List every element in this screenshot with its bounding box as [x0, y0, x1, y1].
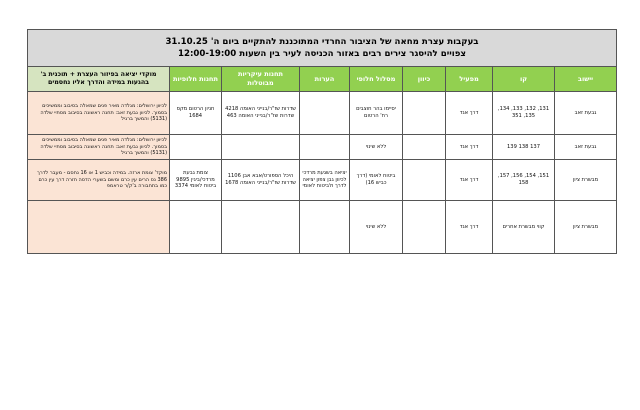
- table-row: [28, 135, 617, 160]
- cell-heara: [300, 135, 350, 160]
- cell-chalufiyot: [170, 201, 222, 254]
- cell-mevutalot: היכל הספורט/אבא אבן 1106 שדרות שז"ר/בנייני האומה 1678: [222, 160, 300, 201]
- cell-yishuv: מבשרת ציון: [555, 160, 617, 201]
- cell-moked: לכיוון ירושלים: מגלדה מאיר פנים שמאלה בסיבוב וממשיכים בסמוך. לכיוון גבעת זאב: תחנה ראשונה בסיבוב מסתיי שלדה (5131) והמשך ברגיל: [28, 92, 170, 135]
- cell-chalufiyot: צומת גבעת מרדכי/ביגין 9895 ביטוח לאומי 3374: [170, 160, 222, 201]
- cell-mafil: דרך אגד: [446, 160, 493, 201]
- cell-mafil: דרך אגד: [446, 92, 493, 135]
- cell-mevutalot: שדרות שז"ר/בנייני האומה 4218 שדרות שז"ר/בנייני האומה 463: [222, 92, 300, 135]
- cell-kav: 137 138 139: [493, 135, 555, 160]
- cell-kivun: [403, 160, 446, 201]
- cell-mevutalot: [222, 135, 300, 160]
- cell-mafil: דרך אגד: [446, 201, 493, 254]
- cell-chalufiyot: חניון הרטום מקס 1684: [170, 92, 222, 135]
- cell-chalufiyot: [170, 135, 222, 160]
- cell-moked: מוקד' צומת ארזה. במידה וכביש 1 או 16 נחסם - מעבר לדרך 386 נס הרים עין כרם ומשם בשערי הדסה חזרה דרך עין כרם כמו בתחבורה ב'ק/ר טראמפ: [28, 160, 170, 201]
- cell-yishuv: גבעת זאב: [555, 92, 617, 135]
- cell-maslul: ביטוח לאומי (דרך כביש 16): [350, 160, 403, 201]
- header-yishuv: יישוב: [555, 67, 617, 92]
- cell-kivun: [403, 135, 446, 160]
- cell-yishuv: מבשרת ציון: [555, 201, 617, 254]
- table-row: [28, 92, 617, 135]
- header-chalufiyot: תחנות חלופיות: [170, 67, 222, 92]
- header-kav: קו: [493, 67, 555, 92]
- route-changes-table: [27, 29, 617, 254]
- cell-heara: יציאה בשגעת מרדכי לכיוון גבן צפון יציאה לדרך ולביטוח לאומי: [300, 160, 350, 201]
- cell-mafil: דרך אגד: [446, 135, 493, 160]
- cell-yishuv: גבעת זאב: [555, 135, 617, 160]
- header-kivun: כיוון: [403, 67, 446, 92]
- cell-kav: 151, 154, 156, 157, 158: [493, 160, 555, 201]
- title-line-1: בעקבות עצרת מחאה של הציבור החרדי המתוכננת להתקיים ביום ה' 31.10.25: [165, 36, 479, 47]
- page-title: [28, 30, 617, 67]
- cell-moked: לכיוון ירושלים: מגלדה מאיר פנים שמאלה בסיבוב וממשיכים בסמוך. לכיוון גבעת זאב: תחנה ראשונה בסיבוב מסתיי שלדה (5131) והמשך ברגיל: [28, 135, 170, 160]
- cell-maslul: ללא שינוי: [350, 135, 403, 160]
- table-row: [28, 160, 617, 201]
- header-row: [28, 67, 617, 92]
- header-mafil: מפעיל: [446, 67, 493, 92]
- cell-moked: [28, 201, 170, 254]
- cell-kivun: [403, 92, 446, 135]
- cell-heara: [300, 92, 350, 135]
- cell-kav: קווי מבשרת אחרים: [493, 201, 555, 254]
- header-moked: מוקדי יציאה בפיזור העצרת + תוכנית ב' בהגעות במידה והדרך אליו נחסמים: [28, 67, 170, 92]
- cell-maslul: יסיימו בהר חוצבים רח' הרטום: [350, 92, 403, 135]
- table-row: [28, 201, 617, 254]
- cell-kivun: [403, 201, 446, 254]
- cell-maslul: ללא שינוי: [350, 201, 403, 254]
- header-heara: הערות: [300, 67, 350, 92]
- schedule-sheet: [27, 29, 616, 254]
- header-mevutalot: תחנות עיקריות מבוטלות: [222, 67, 300, 92]
- cell-mevutalot: [222, 201, 300, 254]
- title-line-2: צפויים להיסגר צירים רבים באזור הכניסה לעיר בין השעות 12:00-19:00: [177, 49, 467, 59]
- cell-heara: [300, 201, 350, 254]
- header-maslul: מסלול חלופי: [350, 67, 403, 92]
- cell-kav: 131, 132, 133, 134, 135, 351: [493, 92, 555, 135]
